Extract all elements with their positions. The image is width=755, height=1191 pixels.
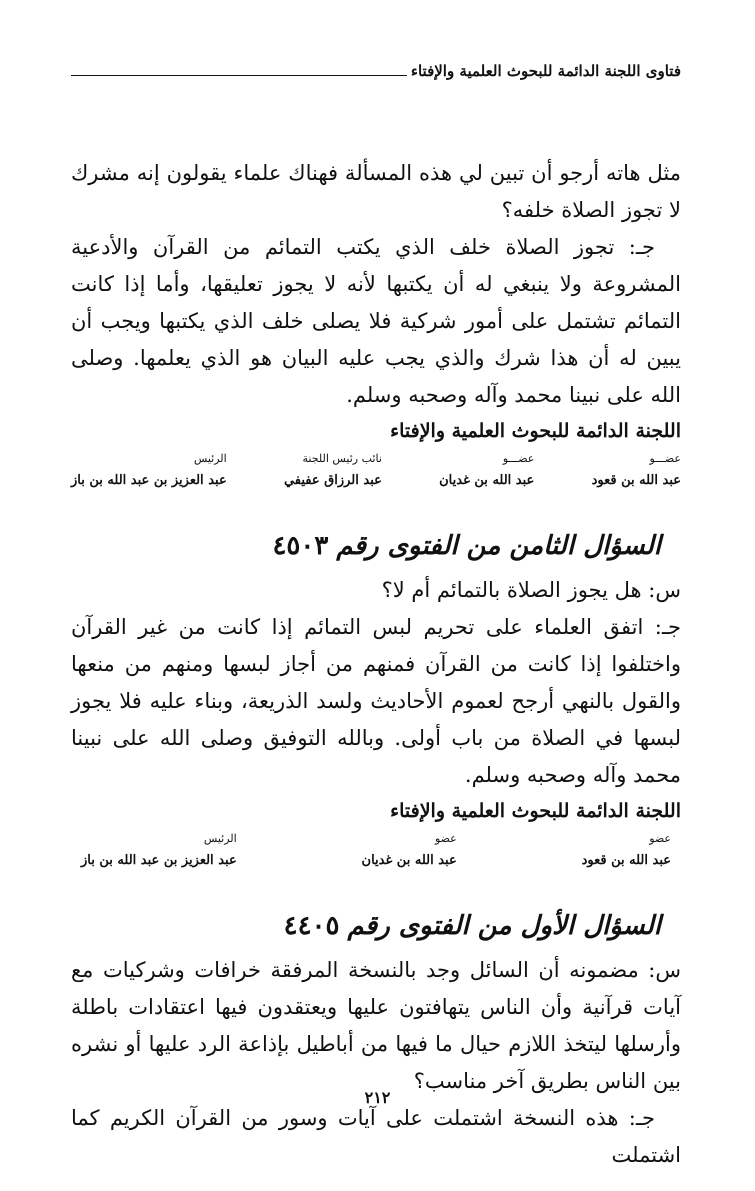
question-tail: مثل هاته أرجو أن تبين لي هذه المسألة فهناك علماء يقولون إنه مشرك لا تجوز الصلاة خلفه؟ [71, 161, 681, 222]
answer-text: جـ: تجوز الصلاة خلف الذي يكتب التمائم من القرآن والأدعية المشروعة ولا ينبغي له أن يكتبها لأنه لا يجوز تعليقها، وأما إذا كانت التمائم تشتمل على أمور شركية فلا يصلى خلف الذي يكتبها ويجب أن يبين له أن هذا شرك والذي يجب عليه البيان هو الذي يعلمها. وصلى الله على نبينا محمد وآله وصحبه وسلم. [71, 235, 681, 407]
signatory: عضو عبد الله بن غديان [361, 832, 457, 868]
body-text [71, 155, 681, 1174]
signatory: الرئيس عبد العزيز بن عبد الله بن باز [71, 452, 227, 488]
committee-name: اللجنة الدائمة للبحوث العلمية والإفتاء [390, 800, 681, 822]
fatwa-number: ٤٥٠٣ [272, 531, 329, 561]
committee-name: اللجنة الدائمة للبحوث العلمية والإفتاء [390, 420, 681, 442]
signatory: عضـــو عبد الله بن قعود [591, 452, 681, 488]
signatory: عضو عبد الله بن قعود [581, 832, 671, 868]
question-text: س: هل يجوز الصلاة بالتمائم أم لا؟ [381, 578, 681, 602]
section-heading: السؤال الثامن من الفتوى رقم٤٥٠٣ [272, 531, 661, 561]
section-heading: السؤال الأول من الفتوى رقم٤٤٠٥ [283, 911, 661, 941]
signatures-block [71, 828, 681, 872]
running-header [71, 62, 681, 80]
header-title: فتاوى اللجنة الدائمة للبحوث العلمية والإفتاء [410, 62, 681, 80]
signatory: نائب رئيس اللجنة عبد الرزاق عفيفي [283, 452, 382, 488]
fatwa-number: ٤٤٠٥ [283, 911, 340, 941]
answer-text: جـ: هذه النسخة اشتملت على آيات وسور من القرآن الكريم كما اشتملت [71, 1106, 681, 1167]
header-rule [71, 75, 407, 76]
signatory: عضـــو عبد الله بن غديان [439, 452, 535, 488]
question-text: س: مضمونه أن السائل وجد بالنسخة المرفقة خرافات وشركيات مع آيات قرآنية وأن الناس يتهافتون عليها ويعتقدون فيها اعتقادات باطلة وأرسلها ليتخذ اللازم حيال ما فيها من أباطيل بإذاعة الرد عليها أو نشره بين الناس بطريق آخر مناسب؟ [71, 958, 681, 1093]
page-number: ٢١٢ [364, 1088, 391, 1107]
signatory: الرئيس عبد العزيز بن عبد الله بن باز [81, 832, 237, 868]
answer-text: جـ: اتفق العلماء على تحريم لبس التمائم إذا كانت من غير القرآن واختلفوا إذا كانت من القرآن فمنهم من أجاز لبسها ومنهم من منعها والقول بالنهي أرجح لعموم الأحاديث ولسد الذريعة، وبناء عليه فلا يجوز لبسها في الصلاة من باب أولى. وبالله التوفيق وصلى الله على نبينا محمد وآله وصحبه وسلم. [71, 615, 681, 787]
signatures-block [71, 448, 681, 492]
